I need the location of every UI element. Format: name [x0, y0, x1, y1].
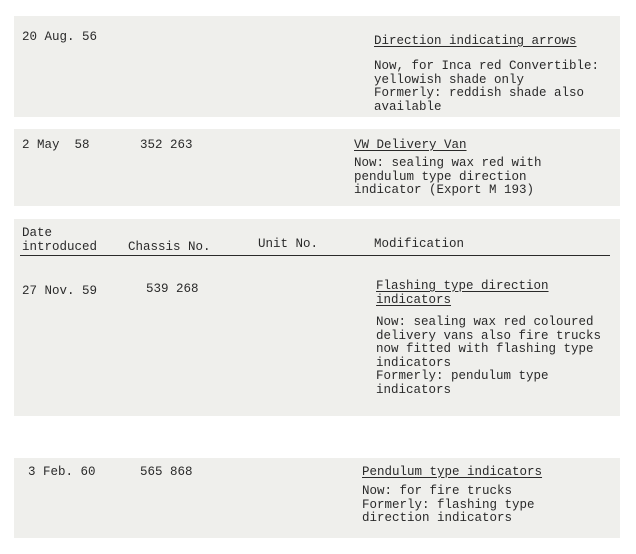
record-4-date: 3 Feb. 60 [28, 465, 96, 479]
record-1-heading: Direction indicating arrows [374, 34, 577, 48]
header-unit: Unit No. [258, 237, 319, 251]
header-chassis: Chassis No. [128, 240, 211, 254]
header-modification: Modification [374, 237, 465, 251]
record-4-line-1: Now: for fire trucks [362, 484, 513, 498]
header-date-line2: introduced [22, 240, 98, 254]
record-3-heading [376, 280, 549, 307]
record-4-line-2: Formerly: flashing type [362, 497, 535, 512]
record-2-chassis: 352 263 [140, 138, 193, 152]
record-4-chassis: 565 868 [140, 465, 193, 479]
record-2-line-3: indicator (Export M 193) [354, 183, 535, 197]
record-4-body [362, 485, 535, 526]
record-1-line-4: available [374, 99, 442, 114]
header-rule [20, 255, 610, 256]
record-4-line-3: direction indicators [362, 511, 513, 525]
record-1-line-2: yellowish shade only [374, 72, 525, 87]
record-3-chassis: 539 268 [146, 282, 199, 296]
record-3-heading-line-1: Flashing type direction [376, 279, 549, 293]
record-3-date: 27 Nov. 59 [22, 284, 98, 298]
record-2-body [354, 157, 542, 198]
record-1-line-3: Formerly: reddish shade also [374, 86, 585, 100]
record-2-date: 2 May 58 [22, 138, 90, 152]
record-3-line-5: Formerly: pendulum type [376, 369, 549, 383]
record-3-line-1: Now: sealing wax red coloured [376, 315, 594, 329]
record-3-line-3: now fitted with flashing type [376, 342, 594, 356]
record-1-date: 20 Aug. 56 [22, 30, 98, 44]
record-1-body [374, 60, 599, 114]
record-4-heading: Pendulum type indicators [362, 465, 543, 479]
record-3-line-6: indicators [376, 382, 452, 397]
header-date-line1: Date [22, 226, 53, 240]
record-2-heading: VW Delivery Van [354, 138, 467, 152]
record-2-line-2: pendulum type direction [354, 169, 527, 184]
record-3-line-2: delivery vans also fire trucks [376, 328, 602, 343]
record-3-body [376, 316, 601, 397]
record-1-line-1: Now, for Inca red Convertible: [374, 59, 600, 73]
record-3-line-4: indicators [376, 355, 452, 370]
record-2-line-1: Now: sealing wax red with [354, 156, 542, 170]
record-3-heading-line-2: indicators [376, 292, 452, 307]
